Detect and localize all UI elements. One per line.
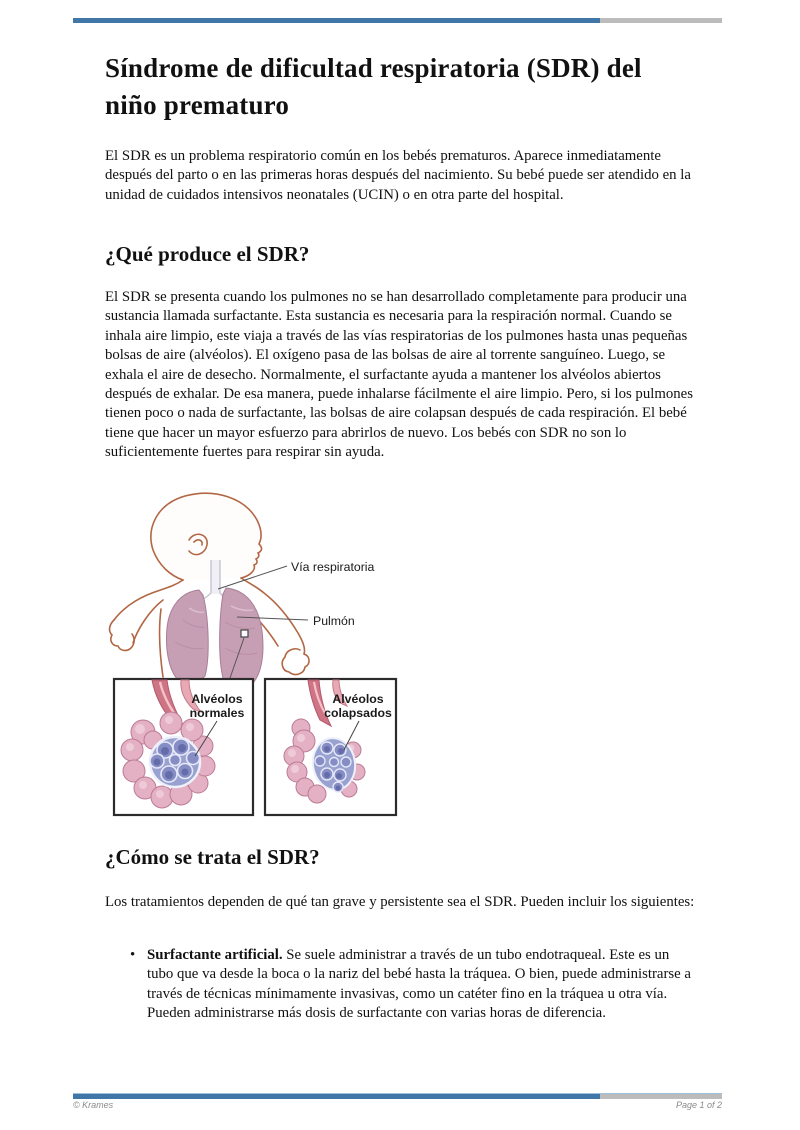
lung-zoom-marker: [241, 630, 248, 637]
bullet-body-text: Se suele administrar a través de un tubo endotraqueal. Este es un tubo que va desde la boca o la nariz del bebé hasta la tráquea. O bien, puede administrarse a través de técnicas mínimamente invasivas, como un catéter fino en la tráquea u otra vía. Pueden administrarse más dosis de surfactante con varias horas de diferencia.: [147, 947, 691, 1022]
collapsed-alveoli-label-line2: colapsados: [324, 706, 392, 720]
baby-lungs-diagram: [105, 490, 405, 828]
footer-accent-bar: [73, 1093, 722, 1099]
collapsed-alveoli-label-line1: Alvéolos: [332, 692, 384, 706]
section-heading-como-se-trata: ¿Cómo se trata el SDR?: [105, 845, 320, 869]
airway-label: Vía respiratoria: [291, 560, 375, 574]
normal-alveoli-panel: [114, 679, 253, 815]
footer-bar-gray-segment: [600, 1094, 722, 1099]
baby-outline: [110, 493, 309, 677]
normal-alveoli-label-line1: Alvéolos: [191, 692, 243, 706]
bullet-text: [147, 946, 697, 1024]
header-bar-blue-segment: [73, 18, 600, 23]
lungs-graphic: [166, 588, 262, 688]
header-accent-bar: [73, 18, 722, 23]
que-produce-paragraph: El SDR se presenta cuando los pulmones no se han desarrollado completamente para producir una sustancia llamada surfactante. Esta sustancia es necesaria para la respiración normal. Cuando se inhala aire limpio, este viaja a través de las vías respiratorias de los pulmones hasta unas pequeñas bolsas de aire (alvéolos). El oxígeno pasa de las bolsas de aire al torrente sanguíneo. Luego, se exhala el aire de desecho. Normalmente, el surfactante ayuda a mantener los alvéolos abiertos después de exhalar. De esa manera, puede inhalarse fácilmente el aire limpio. Pero, si los pulmones tienen poco o nada de surfactante, las bolsas de aire colapsan después de cada respiración. El bebé tiene que hacer un mayor esfuerzo para abrirlos de nuevo. Los bebés con SDR no son lo suficientemente fuertes para respirar sin ayuda.: [105, 289, 693, 461]
section-heading-que-produce: ¿Qué produce el SDR?: [105, 242, 310, 266]
page-title: Síndrome de dificultad respiratoria (SDR) del niño prematuro: [105, 53, 642, 120]
como-se-trata-paragraph: Los tratamientos dependen de qué tan grave y persistente sea el SDR. Pueden incluir los siguientes:: [105, 894, 695, 910]
footer-page-number: Page 1 of 2: [675, 1100, 722, 1110]
treatment-bullet-item: [105, 946, 697, 1024]
bullet-marker-icon: •: [130, 947, 136, 963]
footer-copyright: © Krames: [73, 1100, 114, 1110]
lung-label: Pulmón: [313, 614, 355, 628]
header-bar-gray-segment: [600, 18, 722, 23]
footer: [73, 1100, 722, 1110]
footer-bar-blue-segment: [73, 1094, 600, 1099]
intro-paragraph: El SDR es un problema respiratorio común en los bebés prematuros. Aparece inmediatamente después del parto o en las primeras horas después del nacimiento. Su bebé puede ser atendido en la unidad de cuidados intensivos neonatales (UCIN) o en otra parte del hospital.: [105, 148, 691, 203]
collapsed-alveoli-panel: [265, 679, 396, 815]
bullet-lead-bold: Surfactante artificial.: [147, 947, 283, 963]
normal-alveoli-label-line2: normales: [189, 706, 245, 720]
lung-anatomy-illustration: [105, 490, 405, 828]
